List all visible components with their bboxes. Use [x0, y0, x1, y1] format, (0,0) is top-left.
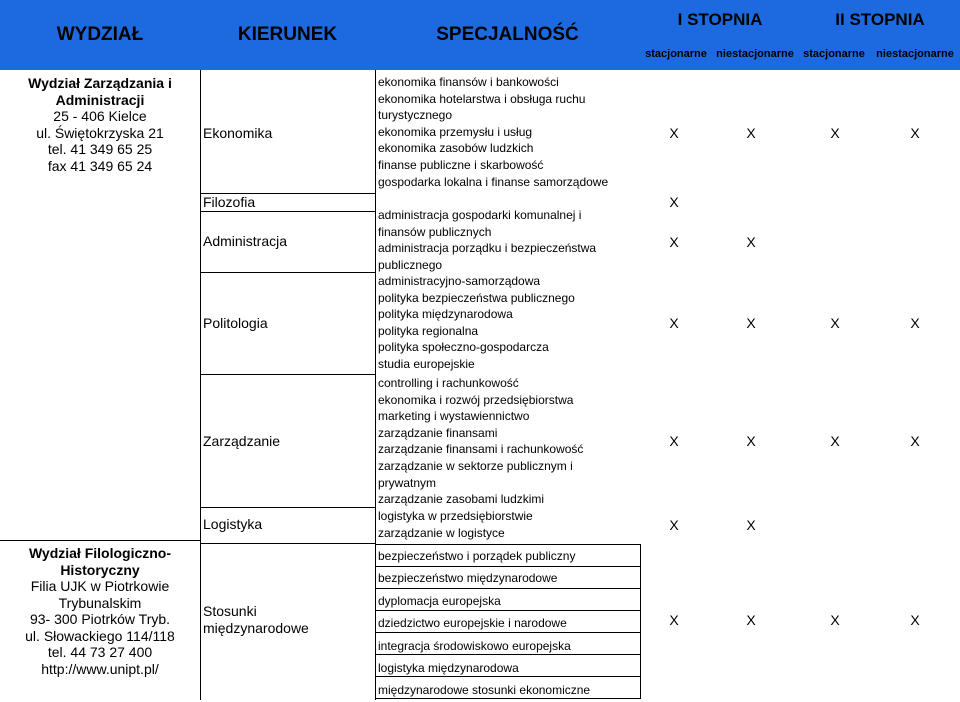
header-tryb-stacjonarne-2: stacjonarne	[803, 48, 865, 60]
mark-x: X	[669, 125, 679, 141]
specjalnosc-item: polityka regionalna	[378, 323, 479, 338]
row-divider	[200, 272, 375, 273]
faculty-address-line: Filia UJK w Piotrkowie	[30, 578, 170, 594]
mark-x: X	[830, 315, 840, 331]
specjalnosc-item: zarządzanie finansami i rachunkowość	[378, 442, 584, 457]
specjalnosci-logistyka	[378, 508, 628, 541]
specjalnosc-item: controlling i rachunkowość	[378, 376, 519, 390]
row-divider	[200, 211, 375, 212]
kierunek-administracja: Administracja	[203, 233, 288, 249]
specjalnosc-item: ekonomika finansów i bankowości	[378, 75, 559, 89]
column-divider	[200, 70, 201, 700]
mark-x: X	[669, 517, 679, 533]
mark-x: X	[669, 433, 679, 449]
row-divider	[375, 610, 640, 611]
kierunek-ekonomika: Ekonomika	[203, 125, 273, 141]
specjalnosc-item: międzynarodowe stosunki ekonomiczne	[378, 683, 591, 698]
faculty-address-line: Trybunalskim	[58, 594, 142, 611]
mark-x: X	[910, 125, 920, 141]
mark-x: X	[746, 433, 756, 449]
specjalnosci-ekonomika	[378, 74, 628, 190]
mark-x: X	[830, 125, 840, 141]
specjalnosc-item: gospodarka lokalna i finanse samorządowe	[378, 174, 609, 189]
specjalnosc-item: bezpieczeństwo międzynarodowe	[378, 571, 558, 586]
mark-x: X	[830, 433, 840, 449]
mark-x: X	[746, 612, 756, 628]
header-stopien-1: I STOPNIA	[677, 10, 763, 29]
row-divider	[375, 676, 640, 677]
mark-x: X	[910, 433, 920, 449]
faculty-fax: fax 41 349 65 24	[47, 157, 153, 174]
mark-x: X	[669, 194, 679, 210]
faculty-name: Wydział Filologiczno- Historyczny	[28, 545, 172, 578]
specjalnosc-item: marketing i wystawiennictwo	[378, 409, 530, 424]
specjalnosci-zarzadzanie	[378, 375, 598, 508]
faculty-website-link[interactable]: http://www.unipt.pl/	[41, 660, 159, 677]
header-tryb-niestacjonarne-1: niestacjonarne	[716, 48, 794, 60]
row-divider	[200, 543, 375, 544]
column-divider	[640, 544, 641, 699]
header-stopien-2: II STOPNIA	[835, 10, 925, 29]
mark-x: X	[746, 517, 756, 533]
faculty-address-line: 93- 300 Piotrków Tryb.	[29, 611, 171, 627]
kierunek-stosunki-miedzynarodowe: Stosunki międzynarodowe	[203, 603, 309, 636]
mark-x: X	[669, 315, 679, 331]
specjalnosc-item: integracja środowiskowo europejska	[378, 638, 571, 653]
header-kierunek: KIERUNEK	[237, 24, 338, 45]
mark-x: X	[830, 612, 840, 628]
specjalnosc-item: zarządzanie zasobami ludzkimi	[378, 492, 545, 507]
specjalnosc-item: ekonomika przemysłu i usług	[378, 124, 533, 139]
mark-x: X	[910, 612, 920, 628]
specjalnosc-item: ekonomika i rozwój przedsiębiorstwa	[378, 392, 574, 407]
specjalnosc-item: logistyka międzynarodowa	[378, 661, 519, 676]
header-tryb-stacjonarne-1: stacjonarne	[645, 48, 707, 60]
kierunek-filozofia: Filozofia	[203, 194, 256, 210]
specjalnosc-item: logistyka w przedsiębiorstwie	[378, 509, 533, 523]
specjalnosc-item: polityka bezpieczeństwa publicznego	[378, 290, 575, 305]
faculty-phone: tel. 41 349 65 25	[47, 141, 153, 157]
row-divider	[200, 374, 375, 375]
kierunek-logistyka: Logistyka	[203, 516, 263, 532]
row-divider	[375, 698, 640, 699]
row-divider	[375, 654, 640, 655]
header-wydzial: WYDZIAŁ	[56, 24, 144, 45]
row-divider	[375, 588, 640, 589]
mark-x: X	[910, 315, 920, 331]
mark-x: X	[746, 125, 756, 141]
specjalnosc-item: ekonomika zasobów ludzkich	[378, 141, 534, 156]
specjalnosc-item: dyplomacja europejska	[378, 593, 501, 608]
mark-x: X	[746, 234, 756, 250]
faculty-1	[0, 75, 200, 174]
row-divider	[200, 507, 375, 508]
specjalnosc-item: administracyjno-samorządowa	[378, 274, 541, 288]
faculty-address-line: 25 - 406 Kielce	[53, 108, 147, 124]
column-divider	[375, 70, 376, 700]
specjalnosc-item: administracja gospodarki komunalnej i finansów publicznych	[378, 208, 582, 239]
specjalnosci-politologia	[378, 273, 628, 373]
specjalnosc-item: polityka międzynarodowa	[378, 307, 513, 322]
mark-x: X	[669, 234, 679, 250]
faculty-name: Wydział Zarządzania i Administracji	[28, 75, 172, 108]
faculty-address-line: ul. Słowackiego 114/118	[25, 627, 175, 644]
kierunek-politologia: Politologia	[203, 315, 268, 331]
specjalnosc-item: ekonomika hotelarstwa i obsługa ruchu turystycznego	[378, 91, 586, 123]
row-divider	[375, 566, 640, 567]
faculty-address-line: ul. Świętokrzyska 21	[36, 124, 164, 141]
specjalnosc-item: polityka społeczno-gospodarcza	[378, 340, 549, 355]
row-divider	[375, 632, 640, 633]
specjalnosc-item: zarządzanie finansami	[378, 425, 498, 440]
specjalnosc-item: bezpieczeństwo i porządek publiczny	[378, 549, 576, 563]
specjalnosc-item: administracja porządku i bezpieczeństwa publicznego	[378, 241, 597, 272]
header-tryb-niestacjonarne-2: niestacjonarne	[876, 48, 954, 60]
faculty-2	[0, 545, 200, 677]
row-divider	[0, 540, 200, 541]
mark-x: X	[669, 612, 679, 628]
faculty-phone: tel. 44 73 27 400	[47, 644, 153, 660]
mark-x: X	[746, 315, 756, 331]
header-specjalnosc: SPECJALNOŚĆ	[436, 24, 579, 45]
specjalnosci-stosunki-miedzynarodowe	[378, 545, 628, 702]
specjalnosc-item: studia europejskie	[378, 356, 475, 371]
kierunek-zarzadzanie: Zarządzanie	[203, 433, 281, 449]
specjalnosc-item: zarządzanie w sektorze publicznym i prywatnym	[378, 458, 573, 490]
specjalnosc-item: dziedzictwo europejskie i narodowe	[378, 616, 567, 631]
specjalnosc-item: finanse publiczne i skarbowość	[378, 157, 544, 172]
specjalnosc-item: zarządzanie w logistyce	[378, 525, 505, 540]
specjalnosci-administracja	[378, 207, 618, 273]
row-divider	[375, 544, 640, 545]
